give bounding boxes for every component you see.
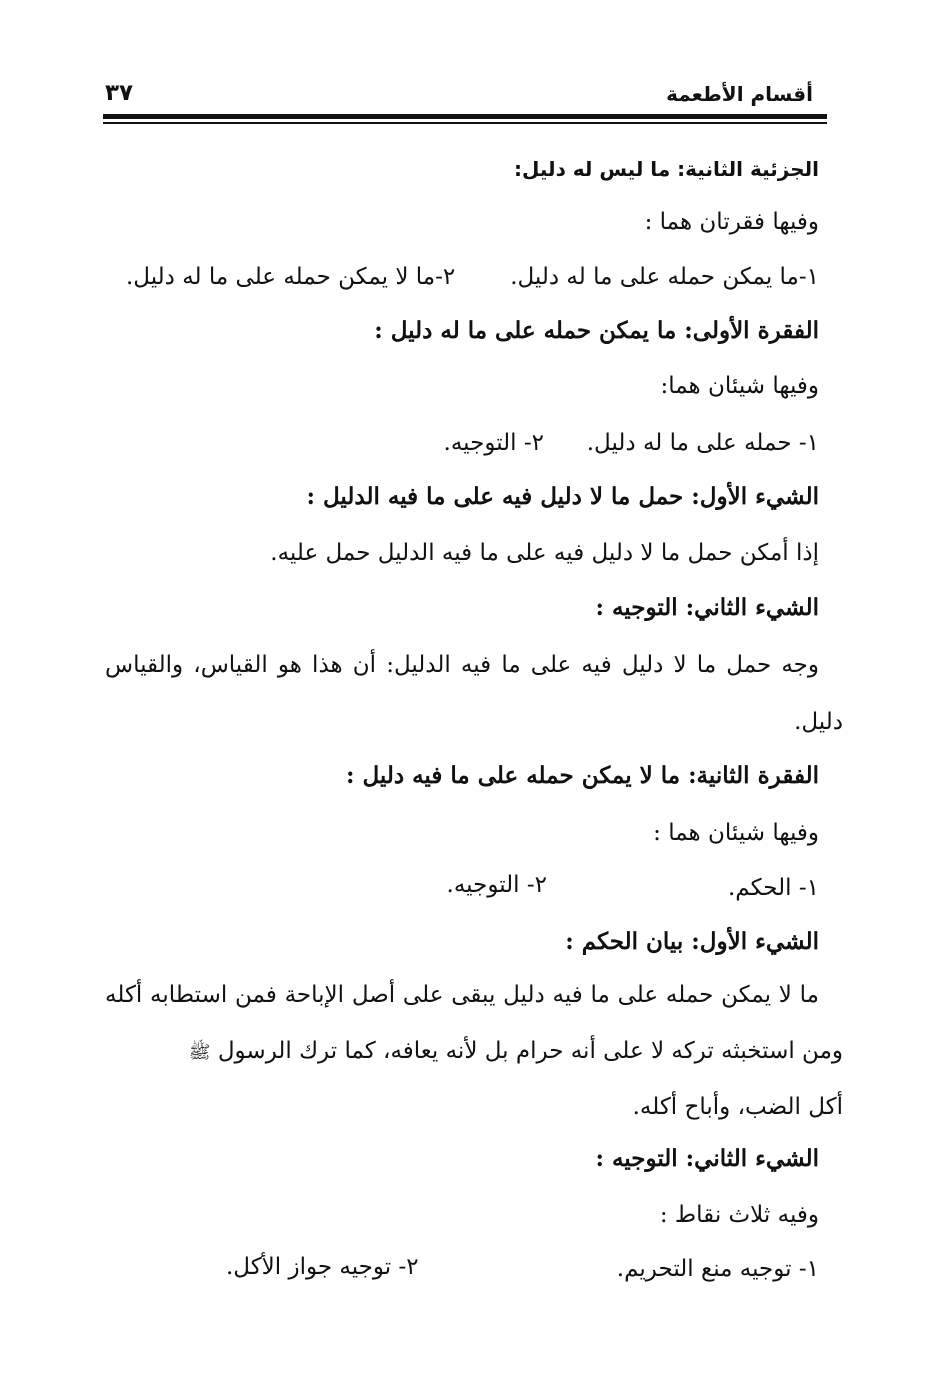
body-line: وفيها شيئان هما:	[660, 373, 819, 399]
body-line: وفيها شيئان هما :	[653, 820, 819, 846]
body-line: ما لا يمكن حمله على ما فيه دليل يبقى على أصل الإباحة فمن استطابه أكله	[105, 982, 819, 1008]
list-item: ١- حمله على ما له دليل.	[586, 430, 819, 456]
list-item: ١- توجيه منع التحريم.	[616, 1256, 819, 1282]
list-item: ١- الحكم.	[727, 875, 819, 901]
body-line: وفيه ثلاث نقاط :	[659, 1202, 819, 1228]
body-line: وفيها فقرتان هما :	[644, 209, 819, 235]
body-text: ومن استخبثه تركه لا على أنه حرام بل لأنه يعافه، كما ترك الرسول	[217, 1038, 843, 1064]
body-line	[189, 1036, 843, 1068]
list-item: ٢- توجيه جواز الأكل.	[226, 1254, 419, 1280]
body-line: إذا أمكن حمل ما لا دليل فيه على ما فيه الدليل حمل عليه.	[270, 540, 819, 566]
subsection-heading: الفقرة الثانية: ما لا يمكن حمله على ما فيه دليل :	[345, 762, 819, 789]
subsection-heading: الشيء الثاني: التوجيه :	[595, 1145, 819, 1172]
header-rule-thick	[103, 114, 827, 119]
subsection-heading: الفقرة الأولى: ما يمكن حمله على ما له دليل :	[374, 317, 819, 344]
list-item: ١-ما يمكن حمله على ما له دليل.	[510, 264, 819, 290]
salutation-glyph: ﷺ	[188, 1042, 211, 1063]
page-number: ٣٧	[105, 80, 134, 106]
subsection-heading: الشيء الأول: حمل ما لا دليل فيه على ما فيه الدليل :	[306, 483, 819, 510]
body-line: أكل الضب، وأباح أكله.	[632, 1094, 843, 1120]
list-item: ٢- التوجيه.	[443, 430, 544, 456]
body-line: دليل.	[794, 709, 843, 735]
section-heading: الجزئية الثانية: ما ليس له دليل:	[514, 157, 819, 181]
list-item: ٢- التوجيه.	[446, 872, 547, 898]
subsection-heading: الشيء الثاني: التوجيه :	[595, 594, 819, 621]
subsection-heading: الشيء الأول: بيان الحكم :	[565, 928, 819, 955]
list-item: ٢-ما لا يمكن حمله على ما له دليل.	[126, 264, 456, 290]
chapter-title: أقسام الأطعمة	[666, 82, 813, 106]
header-rule-thin	[103, 122, 827, 124]
body-line: وجه حمل ما لا دليل فيه على ما فيه الدليل: أن هذا هو القياس، والقياس	[105, 652, 819, 678]
